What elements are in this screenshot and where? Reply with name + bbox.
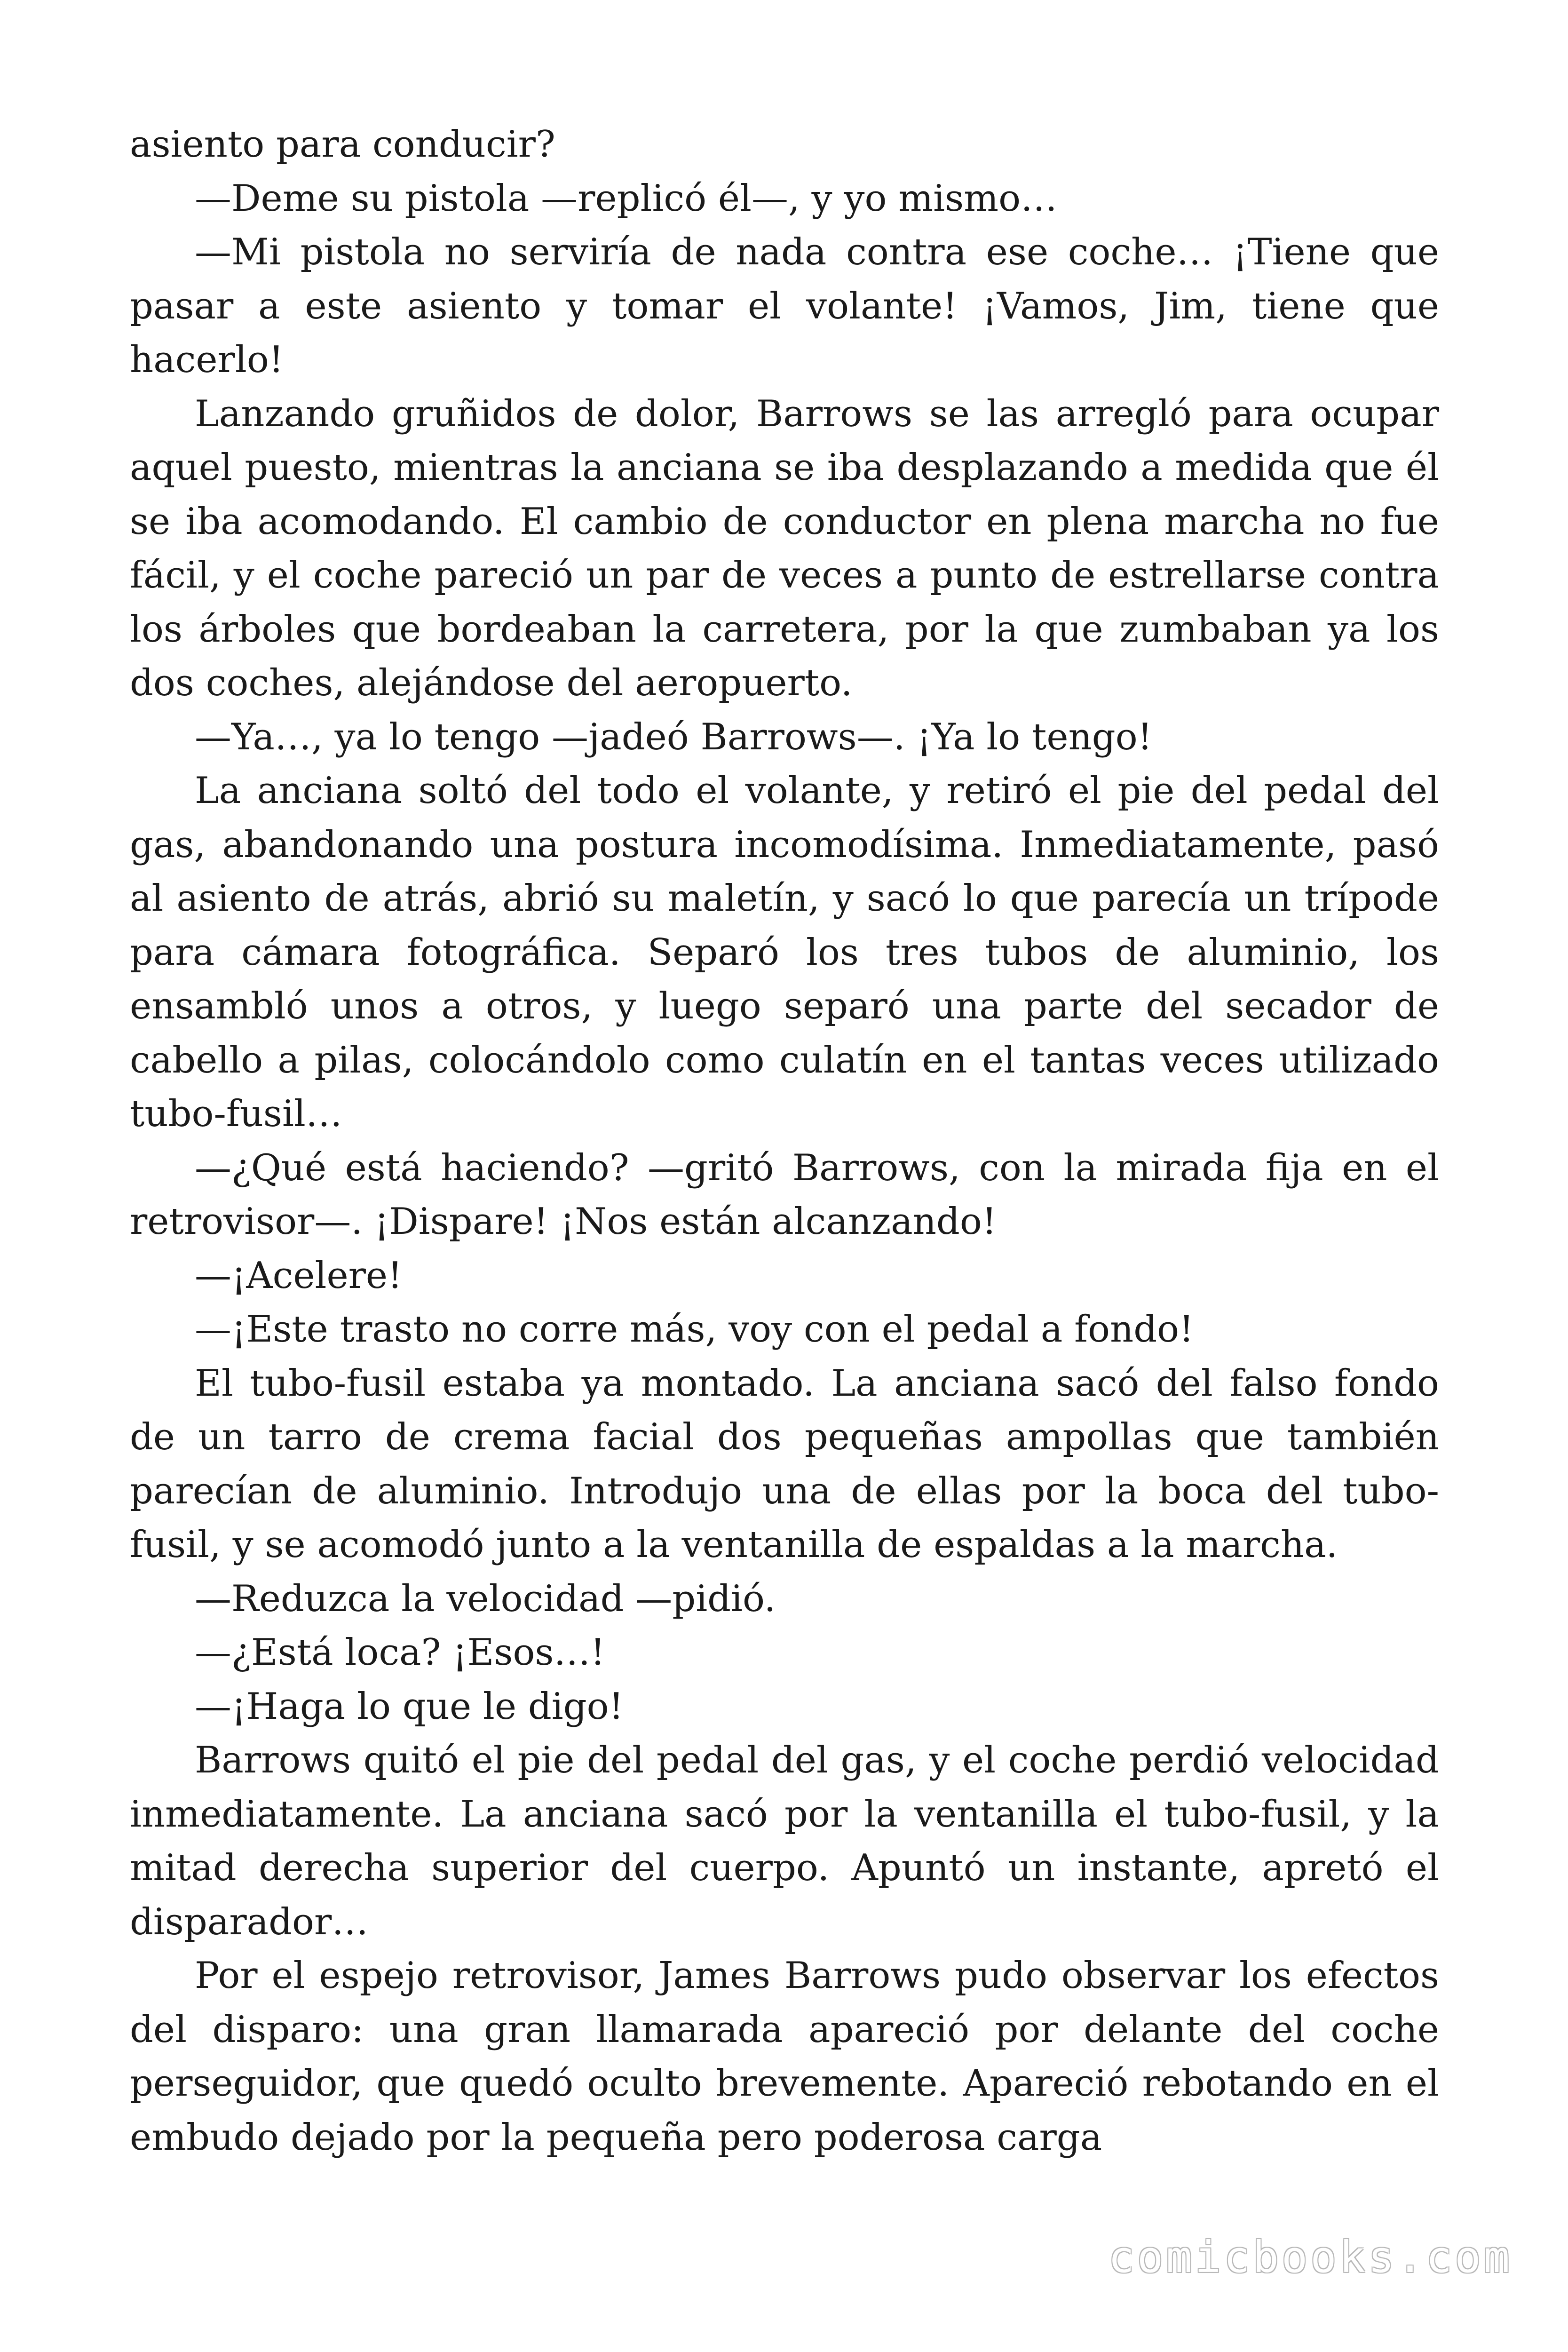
paragraph-4: Lanzando gruñidos de dolor, Barrows se las arregló para ocupar aquel puesto, mientras la anciana se iba desplazando a medida que él se iba acomodando. El cambio de conductor en plena marcha no fue fácil, y el coche pareció un par de veces a punto de estrellarse contra los árboles que bordeaban la carretera, por la que zumbaban ya los dos coches, alejándose del aeropuerto. xyxy=(130,392,1439,704)
paragraph-11: —Reduzca la velocidad —pidió. xyxy=(195,1577,776,1620)
paragraph-9: —¡Este trasto no corre más, voy con el pedal a fondo! xyxy=(195,1308,1194,1351)
paragraph-10: El tubo-fusil estaba ya montado. La anciana sacó del falso fondo de un tarro de crema facial dos pequeñas ampollas que también parecían de aluminio. Introdujo una de ellas por la boca del tubo-fusil, y se acomodó junto a la ventanilla de espaldas a la marcha. xyxy=(130,1362,1439,1566)
paragraph-12: —¿Está loca? ¡Esos…! xyxy=(195,1631,605,1674)
paragraph-7: —¿Qué está haciendo? —gritó Barrows, con la mirada fija en el retrovisor—. ¡Dispare! ¡Nos están alcanzando! xyxy=(130,1146,1439,1243)
book-page-text xyxy=(130,118,1439,2164)
paragraph-13: —¡Haga lo que le digo! xyxy=(195,1685,624,1728)
paragraph-15: Por el espejo retrovisor, James Barrows pudo observar los efectos del disparo: una gran llamarada apareció por delante del coche perseguidor, que quedó oculto brevemente. Apareció rebotando en el embudo dejado por la pequeña pero poderosa carga xyxy=(130,1955,1439,2159)
watermark: comicbooks.com xyxy=(1108,2232,1513,2282)
paragraph-6: La anciana soltó del todo el volante, y retiró el pie del pedal del gas, abandonando una postura incomodísima. Inmediatamente, pasó al asiento de atrás, abrió su maletín, y sacó lo que parecía un trípode para cámara fotográfica. Separó los tres tubos de aluminio, los ensambló unos a otros, y luego separó una parte del secador de cabello a pilas, colocándolo como culatín en el tantas veces utilizado tubo-fusil… xyxy=(130,770,1439,1135)
paragraph-8: —¡Acelere! xyxy=(195,1254,403,1297)
paragraph-2: —Deme su pistola —replicó él—, y yo mismo… xyxy=(195,177,1058,220)
paragraph-14: Barrows quitó el pie del pedal del gas, y el coche perdió velocidad inmediatamente. La anciana sacó por la ventanilla el tubo-fusil, y la mitad derecha superior del cuerpo. Apuntó un instante, apretó el disparador… xyxy=(130,1739,1439,1943)
paragraph-1: asiento para conducir? xyxy=(130,123,555,166)
paragraph-5: —Ya…, ya lo tengo —jadeó Barrows—. ¡Ya lo tengo! xyxy=(195,715,1153,758)
paragraph-3: —Mi pistola no serviría de nada contra ese coche… ¡Tiene que pasar a este asiento y tomar el volante! ¡Vamos, Jim, tiene que hacerlo! xyxy=(130,231,1439,381)
